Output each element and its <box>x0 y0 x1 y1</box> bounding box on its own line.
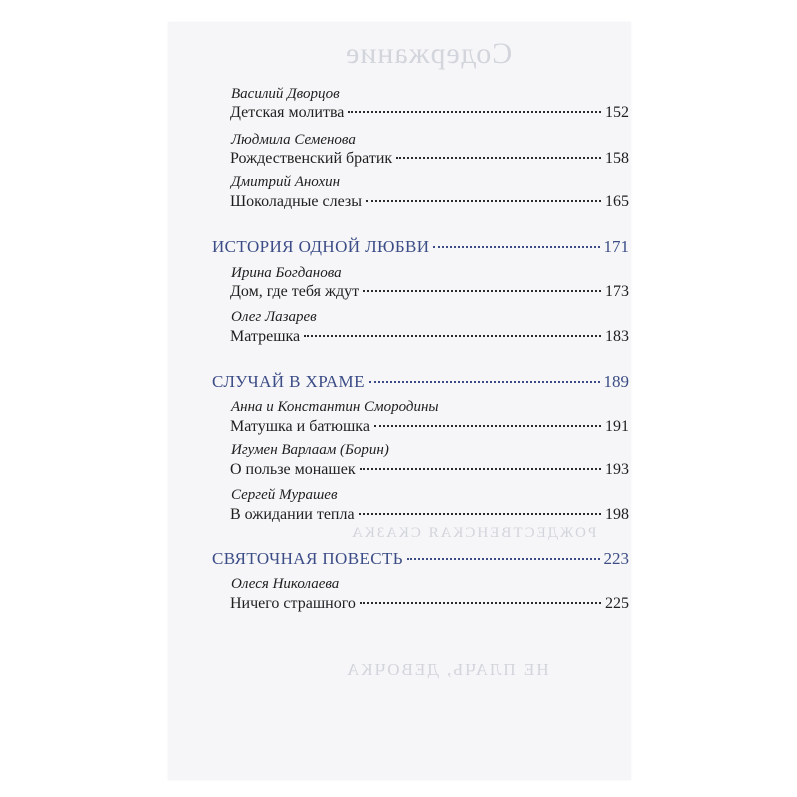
toc-page-number: 193 <box>605 461 629 478</box>
toc-page-number: 183 <box>605 328 629 345</box>
toc-entry-title: Матушка и батюшка <box>230 418 370 435</box>
toc-entry-title: Детская молитва <box>230 104 345 121</box>
toc-entry-title: Ничего страшного <box>230 595 356 612</box>
toc-page-number: 173 <box>605 283 629 300</box>
toc-page-number: 158 <box>605 150 629 167</box>
bleed-through-line: РОЖДЕСТВЕНСКАЯ СКАЗКА <box>350 525 597 541</box>
toc-page-number: 223 <box>603 549 629 568</box>
dot-leader <box>348 111 601 113</box>
toc-entry <box>230 461 629 479</box>
toc-page-number: 191 <box>605 418 629 435</box>
toc-entry-title: В ожидании тепла <box>230 506 355 523</box>
toc-author: Олеся Николаева <box>231 576 340 592</box>
toc-page-number: 152 <box>605 104 629 121</box>
toc-entry <box>230 418 629 436</box>
dot-leader <box>304 335 601 337</box>
toc-page-number: 189 <box>603 372 629 391</box>
toc-entry-title: О пользе монашек <box>230 461 356 478</box>
dot-leader <box>369 381 600 383</box>
dot-leader <box>359 513 601 515</box>
toc-page-number: 171 <box>603 237 629 256</box>
toc-author: Дмитрий Анохин <box>231 174 341 190</box>
toc-author: Олег Лазарев <box>231 309 317 325</box>
toc-author: Сергей Мурашев <box>231 487 338 503</box>
dot-leader <box>360 468 601 470</box>
toc-section-title: СВЯТОЧНАЯ ПОВЕСТЬ <box>212 549 403 568</box>
toc-section-title: ИСТОРИЯ ОДНОЙ ЛЮБВИ <box>212 237 430 256</box>
dot-leader <box>374 425 601 427</box>
toc-entry-title: Матрешка <box>230 328 301 345</box>
toc-author: Анна и Константин Смородины <box>231 399 439 415</box>
toc-author: Людмила Семенова <box>231 132 356 148</box>
toc-entry <box>230 104 629 122</box>
toc-entry <box>230 328 629 346</box>
toc-page-number: 225 <box>605 595 629 612</box>
toc-entry <box>230 595 629 613</box>
bleed-through-heading: Содержание <box>345 37 513 70</box>
toc-entry <box>230 193 629 211</box>
toc-page-number: 165 <box>605 193 629 210</box>
toc-section-title: СЛУЧАЙ В ХРАМЕ <box>212 372 365 391</box>
toc-entry <box>230 150 629 168</box>
dot-leader <box>433 246 599 248</box>
dot-leader <box>363 290 601 292</box>
dot-leader <box>407 558 600 560</box>
toc-entry-title: Шоколадные слезы <box>230 193 362 210</box>
dot-leader <box>360 602 601 604</box>
toc-author: Игумен Варлаам (Борин) <box>231 442 389 458</box>
toc-author: Ирина Богданова <box>231 265 342 281</box>
toc-section <box>212 549 629 569</box>
toc-section <box>212 237 629 257</box>
toc-author: Василий Дворцов <box>231 86 340 102</box>
toc-page-number: 198 <box>605 506 629 523</box>
toc-entry <box>230 506 629 524</box>
toc-entry-title: Дом, где тебя ждут <box>230 283 360 300</box>
dot-leader <box>366 200 601 202</box>
toc-entry <box>230 283 629 301</box>
dot-leader <box>396 157 601 159</box>
toc-entry-title: Рождественский братик <box>230 150 393 167</box>
bleed-through-line: НЕ ПЛАЧЬ, ДЕВОЧКА <box>345 660 549 679</box>
toc-section <box>212 372 629 392</box>
